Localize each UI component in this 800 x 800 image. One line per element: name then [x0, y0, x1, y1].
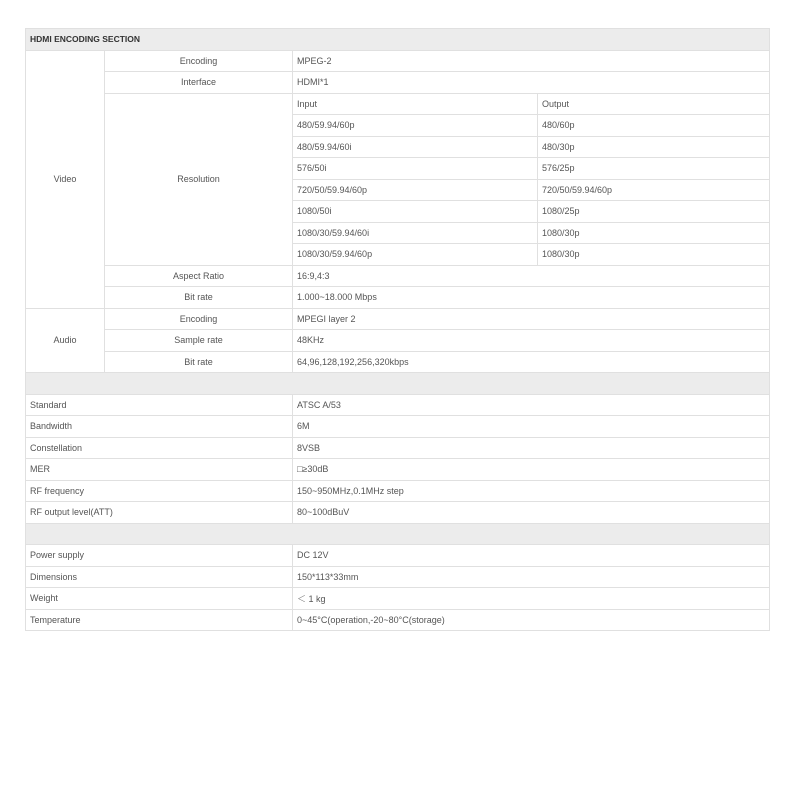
- spec-label: Dimensions: [26, 566, 293, 588]
- spec-table: [25, 28, 770, 631]
- video-bitrate-label: Bit rate: [105, 287, 293, 309]
- spec-label: Constellation: [26, 437, 293, 459]
- video-label: Video: [26, 50, 105, 308]
- table-row: [26, 609, 770, 631]
- resolution-output: 576/25p: [538, 158, 770, 180]
- video-encoding-label: Encoding: [105, 50, 293, 72]
- aspect-ratio-label: Aspect Ratio: [105, 265, 293, 287]
- modulation-section-band: [26, 373, 770, 395]
- audio-bitrate-label: Bit rate: [105, 351, 293, 373]
- table-row: [26, 502, 770, 524]
- table-row: [26, 308, 770, 330]
- resolution-output: 1080/30p: [538, 244, 770, 266]
- resolution-input: 720/50/59.94/60p: [293, 179, 538, 201]
- spec-value: ATSC A/53: [293, 394, 770, 416]
- resolution-output: 480/60p: [538, 115, 770, 137]
- resolution-output-header: Output: [538, 93, 770, 115]
- aspect-ratio-value: 16:9,4:3: [293, 265, 770, 287]
- spec-value: 8VSB: [293, 437, 770, 459]
- video-interface-value: HDMI*1: [293, 72, 770, 94]
- table-row: [26, 72, 770, 94]
- audio-encoding-label: Encoding: [105, 308, 293, 330]
- general-section-band: [26, 523, 770, 545]
- section-header-row: [26, 29, 770, 51]
- table-row: [26, 416, 770, 438]
- section-title: HDMI ENCODING SECTION: [26, 29, 770, 51]
- spec-label: RF frequency: [26, 480, 293, 502]
- spec-value: □≥30dB: [293, 459, 770, 481]
- resolution-input: 1080/50i: [293, 201, 538, 223]
- table-row: [26, 566, 770, 588]
- spec-label: Temperature: [26, 609, 293, 631]
- resolution-output: 480/30p: [538, 136, 770, 158]
- table-row: [26, 287, 770, 309]
- video-bitrate-value: 1.000~18.000 Mbps: [293, 287, 770, 309]
- spec-value: 80~100dBuV: [293, 502, 770, 524]
- spec-label: RF output level(ATT): [26, 502, 293, 524]
- table-row: [26, 545, 770, 567]
- audio-label: Audio: [26, 308, 105, 373]
- video-encoding-value: MPEG-2: [293, 50, 770, 72]
- resolution-output: 720/50/59.94/60p: [538, 179, 770, 201]
- table-row: [26, 588, 770, 610]
- table-row: [26, 50, 770, 72]
- resolution-input: 576/50i: [293, 158, 538, 180]
- spec-label: MER: [26, 459, 293, 481]
- resolution-input: 1080/30/59.94/60i: [293, 222, 538, 244]
- resolution-input: 480/59.94/60p: [293, 115, 538, 137]
- spec-value: 150~950MHz,0.1MHz step: [293, 480, 770, 502]
- table-row: [26, 93, 770, 115]
- resolution-output: 1080/25p: [538, 201, 770, 223]
- resolution-output: 1080/30p: [538, 222, 770, 244]
- table-row: [26, 480, 770, 502]
- resolution-label: Resolution: [105, 93, 293, 265]
- resolution-input: 480/59.94/60i: [293, 136, 538, 158]
- table-row: [26, 330, 770, 352]
- spec-label: Power supply: [26, 545, 293, 567]
- spec-value: 6M: [293, 416, 770, 438]
- table-row: [26, 265, 770, 287]
- table-row: [26, 459, 770, 481]
- spec-value: 0~45°C(operation,-20~80°C(storage): [293, 609, 770, 631]
- table-row: [26, 437, 770, 459]
- section-band-row: [26, 523, 770, 545]
- spec-label: Standard: [26, 394, 293, 416]
- audio-encoding-value: MPEGI layer 2: [293, 308, 770, 330]
- audio-bitrate-value: 64,96,128,192,256,320kbps: [293, 351, 770, 373]
- table-row: [26, 394, 770, 416]
- sample-rate-label: Sample rate: [105, 330, 293, 352]
- spec-value: 150*113*33mm: [293, 566, 770, 588]
- table-row: [26, 351, 770, 373]
- video-interface-label: Interface: [105, 72, 293, 94]
- spec-label: Bandwidth: [26, 416, 293, 438]
- spec-label: Weight: [26, 588, 293, 610]
- spec-value: ＜ 1 kg: [293, 588, 770, 610]
- section-band-row: [26, 373, 770, 395]
- spec-value: DC 12V: [293, 545, 770, 567]
- resolution-input-header: Input: [293, 93, 538, 115]
- sample-rate-value: 48KHz: [293, 330, 770, 352]
- resolution-input: 1080/30/59.94/60p: [293, 244, 538, 266]
